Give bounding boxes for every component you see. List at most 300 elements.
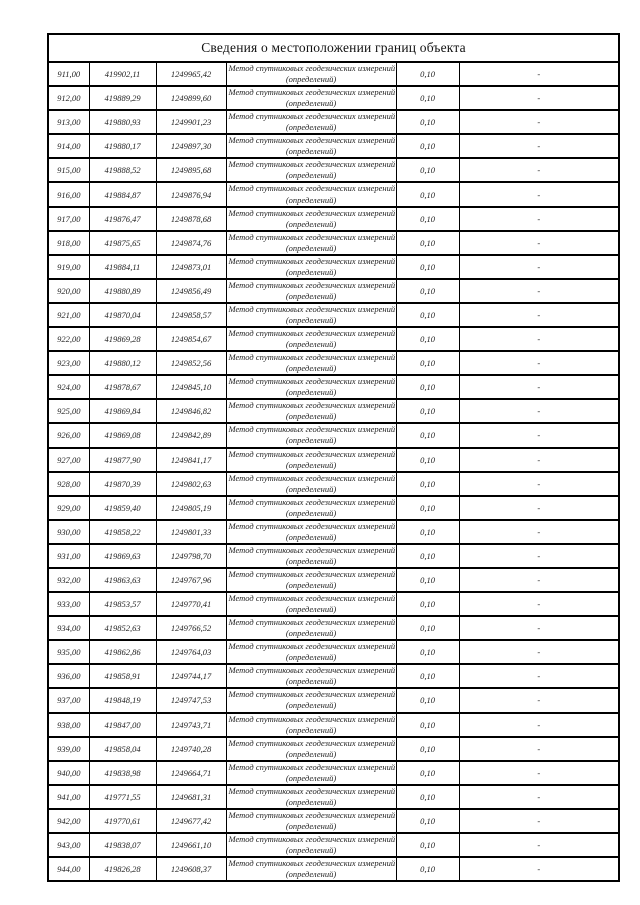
point-number-cell: 928,00: [48, 472, 89, 496]
note-cell: -: [459, 255, 619, 279]
method-text-line2: (определений): [285, 748, 337, 759]
point-number-cell: 921,00: [48, 303, 89, 327]
method-text-line1: Метод спутниковых геодезических измерений: [228, 568, 396, 579]
table-row: [48, 472, 619, 496]
table-row: [48, 688, 619, 712]
method-cell: [226, 809, 396, 833]
method-cell: [226, 62, 396, 86]
method-text-line1: Метод спутниковых геодезических измерений: [228, 159, 396, 170]
method-cell: [226, 231, 396, 255]
coord-y-cell: 1249846,82: [156, 399, 226, 423]
note-cell: -: [459, 423, 619, 447]
method-text-line2: (определений): [285, 122, 337, 133]
note-cell: -: [459, 399, 619, 423]
coord-x-cell: 419902,11: [89, 62, 156, 86]
point-number-cell: 937,00: [48, 688, 89, 712]
method-cell: [226, 279, 396, 303]
point-number-cell: 923,00: [48, 351, 89, 375]
accuracy-cell: 0,10: [396, 785, 459, 809]
table-row: [48, 207, 619, 231]
note-cell: -: [459, 833, 619, 857]
point-number-cell: 943,00: [48, 833, 89, 857]
coord-x-cell: 419863,63: [89, 568, 156, 592]
table-row: [48, 857, 619, 881]
point-number-cell: 927,00: [48, 448, 89, 472]
point-number-cell: 917,00: [48, 207, 89, 231]
accuracy-cell: 0,10: [396, 327, 459, 351]
accuracy-cell: 0,10: [396, 110, 459, 134]
coord-y-cell: 1249858,57: [156, 303, 226, 327]
table-row: [48, 616, 619, 640]
table-row: [48, 592, 619, 616]
method-text-line1: Метод спутниковых геодезических измерений: [228, 472, 396, 483]
coord-x-cell: 419852,63: [89, 616, 156, 640]
method-text-line1: Метод спутниковых геодезических измерений: [228, 87, 396, 98]
coord-y-cell: 1249895,68: [156, 158, 226, 182]
table-row: [48, 640, 619, 664]
coord-y-cell: 1249876,94: [156, 182, 226, 206]
coord-x-cell: 419880,93: [89, 110, 156, 134]
accuracy-cell: 0,10: [396, 351, 459, 375]
method-text-line2: (определений): [285, 555, 337, 566]
method-text-line1: Метод спутниковых геодезических измерений: [228, 809, 396, 820]
accuracy-cell: 0,10: [396, 737, 459, 761]
note-cell: -: [459, 640, 619, 664]
table-row: [48, 833, 619, 857]
method-text-line1: Метод спутниковых геодезических измерений: [228, 834, 396, 844]
method-text-line2: (определений): [285, 459, 337, 470]
method-text-line1: Метод спутниковых геодезических измерений: [228, 255, 396, 266]
note-cell: -: [459, 110, 619, 134]
table-title: Сведения о местоположении границ объекта: [48, 34, 619, 62]
method-cell: [226, 255, 396, 279]
note-cell: -: [459, 279, 619, 303]
coord-y-cell: 1249767,96: [156, 568, 226, 592]
method-text-line2: (определений): [285, 580, 337, 591]
note-cell: -: [459, 134, 619, 158]
accuracy-cell: 0,10: [396, 255, 459, 279]
coord-x-cell: 419847,00: [89, 713, 156, 737]
coord-y-cell: 1249661,10: [156, 833, 226, 857]
coord-x-cell: 419858,22: [89, 520, 156, 544]
table-row: [48, 351, 619, 375]
method-text-line1: Метод спутниковых геодезических измерений: [228, 400, 396, 411]
coord-y-cell: 1249744,17: [156, 664, 226, 688]
method-text-line1: Метод спутниковых геодезических измерений: [228, 785, 396, 796]
method-cell: [226, 303, 396, 327]
method-text-line2: (определений): [285, 339, 337, 350]
accuracy-cell: 0,10: [396, 303, 459, 327]
method-text-line1: Метод спутниковых геодезических измерений: [228, 376, 396, 387]
coord-x-cell: 419770,61: [89, 809, 156, 833]
coord-y-cell: 1249740,28: [156, 737, 226, 761]
method-text-line2: (определений): [285, 483, 337, 494]
accuracy-cell: 0,10: [396, 568, 459, 592]
method-text-line2: (определений): [285, 676, 337, 687]
table-row: [48, 86, 619, 110]
coord-x-cell: 419880,17: [89, 134, 156, 158]
point-number-cell: 915,00: [48, 158, 89, 182]
coord-x-cell: 419848,19: [89, 688, 156, 712]
accuracy-cell: 0,10: [396, 62, 459, 86]
coord-x-cell: 419869,84: [89, 399, 156, 423]
coord-x-cell: 419869,08: [89, 423, 156, 447]
note-cell: -: [459, 351, 619, 375]
coord-y-cell: 1249874,76: [156, 231, 226, 255]
table-row: [48, 182, 619, 206]
coord-x-cell: 419884,87: [89, 182, 156, 206]
note-cell: -: [459, 857, 619, 881]
note-cell: -: [459, 616, 619, 640]
method-cell: [226, 785, 396, 809]
coord-y-cell: 1249743,71: [156, 713, 226, 737]
method-text-line2: (определений): [285, 98, 337, 109]
coord-y-cell: 1249852,56: [156, 351, 226, 375]
coord-x-cell: 419878,67: [89, 375, 156, 399]
method-text-line1: Метод спутниковых геодезических измерений: [228, 448, 396, 459]
note-cell: -: [459, 785, 619, 809]
point-number-cell: 912,00: [48, 86, 89, 110]
method-text-line2: (определений): [285, 194, 337, 205]
method-text-line1: Метод спутниковых геодезических измерений: [228, 689, 396, 700]
method-text-line1: Метод спутниковых геодезических измерений: [228, 544, 396, 555]
note-cell: -: [459, 496, 619, 520]
coord-x-cell: 419838,07: [89, 833, 156, 857]
note-cell: -: [459, 713, 619, 737]
method-cell: [226, 616, 396, 640]
table-row: [48, 737, 619, 761]
method-cell: [226, 688, 396, 712]
coord-x-cell: 419875,65: [89, 231, 156, 255]
table-row: [48, 544, 619, 568]
coord-x-cell: 419880,12: [89, 351, 156, 375]
table-body: [48, 62, 619, 881]
method-text-line2: (определений): [285, 820, 337, 831]
accuracy-cell: 0,10: [396, 857, 459, 881]
method-text-line2: (определений): [285, 507, 337, 518]
point-number-cell: 924,00: [48, 375, 89, 399]
method-cell: [226, 713, 396, 737]
coord-y-cell: 1249798,70: [156, 544, 226, 568]
coord-y-cell: 1249897,30: [156, 134, 226, 158]
accuracy-cell: 0,10: [396, 640, 459, 664]
accuracy-cell: 0,10: [396, 158, 459, 182]
note-cell: -: [459, 158, 619, 182]
accuracy-cell: 0,10: [396, 761, 459, 785]
method-text-line2: (определений): [285, 845, 337, 856]
method-text-line2: (определений): [285, 387, 337, 398]
table-row: [48, 303, 619, 327]
table-row: [48, 279, 619, 303]
point-number-cell: 936,00: [48, 664, 89, 688]
coord-x-cell: 419859,40: [89, 496, 156, 520]
coord-x-cell: 419880,89: [89, 279, 156, 303]
method-cell: [226, 207, 396, 231]
method-text-line1: Метод спутниковых геодезических измерений: [228, 713, 396, 724]
coord-x-cell: 419877,90: [89, 448, 156, 472]
coord-x-cell: 419862,86: [89, 640, 156, 664]
method-text-line1: Метод спутниковых геодезических измерений: [228, 328, 396, 339]
method-text-line2: (определений): [285, 314, 337, 325]
method-text-line2: (определений): [285, 170, 337, 181]
table-row: [48, 713, 619, 737]
accuracy-cell: 0,10: [396, 423, 459, 447]
method-cell: [226, 86, 396, 110]
method-cell: [226, 375, 396, 399]
method-text-line1: Метод спутниковых геодезических измерений: [228, 737, 396, 748]
table-row: [48, 664, 619, 688]
coord-x-cell: 419826,28: [89, 857, 156, 881]
coord-y-cell: 1249681,31: [156, 785, 226, 809]
coord-x-cell: 419858,91: [89, 664, 156, 688]
table-row: [48, 520, 619, 544]
method-text-line1: Метод спутниковых геодезических измерений: [228, 303, 396, 314]
coord-y-cell: 1249873,01: [156, 255, 226, 279]
method-text-line2: (определений): [285, 724, 337, 735]
table-row: [48, 327, 619, 351]
method-cell: [226, 496, 396, 520]
point-number-cell: 930,00: [48, 520, 89, 544]
method-cell: [226, 158, 396, 182]
method-text-line2: (определений): [285, 266, 337, 277]
coord-y-cell: 1249766,52: [156, 616, 226, 640]
method-text-line2: (определений): [285, 146, 337, 157]
coord-y-cell: 1249801,33: [156, 520, 226, 544]
point-number-cell: 920,00: [48, 279, 89, 303]
method-text-line2: (определений): [285, 628, 337, 639]
point-number-cell: 940,00: [48, 761, 89, 785]
accuracy-cell: 0,10: [396, 448, 459, 472]
method-text-line1: Метод спутниковых геодезических измерений: [228, 424, 396, 435]
coord-x-cell: 419870,39: [89, 472, 156, 496]
method-text-line2: (определений): [285, 700, 337, 711]
table-row: [48, 231, 619, 255]
method-cell: [226, 182, 396, 206]
coord-y-cell: 1249878,68: [156, 207, 226, 231]
method-text-line2: (определений): [285, 363, 337, 374]
method-cell: [226, 833, 396, 857]
table-row: [48, 785, 619, 809]
method-text-line1: Метод спутниковых геодезических измерений: [228, 231, 396, 242]
coord-y-cell: 1249677,42: [156, 809, 226, 833]
coord-y-cell: 1249764,03: [156, 640, 226, 664]
accuracy-cell: 0,10: [396, 134, 459, 158]
table-row: [48, 496, 619, 520]
coord-x-cell: 419858,04: [89, 737, 156, 761]
point-number-cell: 913,00: [48, 110, 89, 134]
coord-y-cell: 1249845,10: [156, 375, 226, 399]
note-cell: -: [459, 592, 619, 616]
accuracy-cell: 0,10: [396, 375, 459, 399]
table-row: [48, 568, 619, 592]
table-row: [48, 448, 619, 472]
point-number-cell: 911,00: [48, 62, 89, 86]
method-text-line2: (определений): [285, 604, 337, 615]
point-number-cell: 926,00: [48, 423, 89, 447]
coord-y-cell: 1249770,41: [156, 592, 226, 616]
method-text-line1: Метод спутниковых геодезических измерений: [228, 111, 396, 122]
accuracy-cell: 0,10: [396, 616, 459, 640]
accuracy-cell: 0,10: [396, 182, 459, 206]
method-text-line2: (определений): [285, 290, 337, 301]
table-row: [48, 399, 619, 423]
coord-x-cell: 419771,55: [89, 785, 156, 809]
note-cell: -: [459, 182, 619, 206]
note-cell: -: [459, 544, 619, 568]
method-cell: [226, 592, 396, 616]
method-text-line1: Метод спутниковых геодезических измерений: [228, 520, 396, 531]
point-number-cell: 925,00: [48, 399, 89, 423]
method-cell: [226, 134, 396, 158]
point-number-cell: 932,00: [48, 568, 89, 592]
point-number-cell: 939,00: [48, 737, 89, 761]
method-text-line1: Метод спутниковых геодезических измерений: [228, 858, 396, 869]
coord-y-cell: 1249747,53: [156, 688, 226, 712]
accuracy-cell: 0,10: [396, 279, 459, 303]
note-cell: -: [459, 207, 619, 231]
note-cell: -: [459, 375, 619, 399]
method-cell: [226, 737, 396, 761]
method-text-line2: (определений): [285, 531, 337, 542]
method-text-line1: Метод спутниковых геодезических измерений: [228, 279, 396, 290]
point-number-cell: 914,00: [48, 134, 89, 158]
note-cell: -: [459, 520, 619, 544]
table-row: [48, 110, 619, 134]
method-cell: [226, 327, 396, 351]
method-cell: [226, 544, 396, 568]
table-row: [48, 375, 619, 399]
method-text-line2: (определений): [285, 772, 337, 783]
point-number-cell: 919,00: [48, 255, 89, 279]
note-cell: -: [459, 327, 619, 351]
point-number-cell: 941,00: [48, 785, 89, 809]
accuracy-cell: 0,10: [396, 520, 459, 544]
method-text-line1: Метод спутниковых геодезических измерений: [228, 352, 396, 363]
method-cell: [226, 448, 396, 472]
coord-x-cell: 419869,63: [89, 544, 156, 568]
coord-x-cell: 419853,57: [89, 592, 156, 616]
accuracy-cell: 0,10: [396, 833, 459, 857]
table-row: [48, 134, 619, 158]
method-cell: [226, 351, 396, 375]
coord-y-cell: 1249854,67: [156, 327, 226, 351]
coord-y-cell: 1249664,71: [156, 761, 226, 785]
method-cell: [226, 399, 396, 423]
coord-x-cell: 419876,47: [89, 207, 156, 231]
method-text-line1: Метод спутниковых геодезических измерений: [228, 183, 396, 194]
point-number-cell: 916,00: [48, 182, 89, 206]
note-cell: -: [459, 761, 619, 785]
note-cell: -: [459, 472, 619, 496]
accuracy-cell: 0,10: [396, 399, 459, 423]
method-cell: [226, 857, 396, 881]
method-cell: [226, 568, 396, 592]
method-text-line2: (определений): [285, 242, 337, 253]
table-row: [48, 761, 619, 785]
method-text-line1: Метод спутниковых геодезических измерений: [228, 593, 396, 604]
accuracy-cell: 0,10: [396, 688, 459, 712]
note-cell: -: [459, 568, 619, 592]
coord-y-cell: 1249901,23: [156, 110, 226, 134]
method-text-line1: Метод спутниковых геодезических измерений: [228, 641, 396, 652]
method-cell: [226, 472, 396, 496]
coord-x-cell: 419889,29: [89, 86, 156, 110]
point-number-cell: 922,00: [48, 327, 89, 351]
accuracy-cell: 0,10: [396, 809, 459, 833]
method-cell: [226, 664, 396, 688]
accuracy-cell: 0,10: [396, 713, 459, 737]
title-row: [48, 34, 619, 62]
note-cell: -: [459, 448, 619, 472]
method-text-line2: (определений): [285, 74, 337, 85]
accuracy-cell: 0,10: [396, 496, 459, 520]
table-row: [48, 62, 619, 86]
note-cell: -: [459, 303, 619, 327]
note-cell: -: [459, 664, 619, 688]
table-row: [48, 809, 619, 833]
method-text-line2: (определений): [285, 869, 337, 880]
note-cell: -: [459, 688, 619, 712]
method-text-line1: Метод спутниковых геодезических измерений: [228, 63, 396, 73]
note-cell: -: [459, 62, 619, 86]
table-row: [48, 158, 619, 182]
method-text-line1: Метод спутниковых геодезических измерений: [228, 207, 396, 218]
coord-y-cell: 1249842,89: [156, 423, 226, 447]
method-text-line1: Метод спутниковых геодезических измерений: [228, 761, 396, 772]
point-number-cell: 944,00: [48, 857, 89, 881]
table-header: [48, 34, 619, 62]
method-text-line1: Метод спутниковых геодезических измерений: [228, 665, 396, 676]
point-number-cell: 929,00: [48, 496, 89, 520]
coord-x-cell: 419888,52: [89, 158, 156, 182]
accuracy-cell: 0,10: [396, 207, 459, 231]
coord-x-cell: 419838,98: [89, 761, 156, 785]
point-number-cell: 918,00: [48, 231, 89, 255]
method-text-line2: (определений): [285, 652, 337, 663]
point-number-cell: 942,00: [48, 809, 89, 833]
method-text-line2: (определений): [285, 796, 337, 807]
method-text-line1: Метод спутниковых геодезических измерений: [228, 617, 396, 628]
point-number-cell: 938,00: [48, 713, 89, 737]
coord-y-cell: 1249805,19: [156, 496, 226, 520]
accuracy-cell: 0,10: [396, 472, 459, 496]
method-cell: [226, 520, 396, 544]
coord-y-cell: 1249899,60: [156, 86, 226, 110]
note-cell: -: [459, 86, 619, 110]
method-text-line1: Метод спутниковых геодезических измерений: [228, 135, 396, 146]
coord-x-cell: 419870,04: [89, 303, 156, 327]
coord-y-cell: 1249965,42: [156, 62, 226, 86]
method-cell: [226, 423, 396, 447]
method-text-line1: Метод спутниковых геодезических измерений: [228, 496, 396, 507]
table-row: [48, 255, 619, 279]
method-cell: [226, 761, 396, 785]
accuracy-cell: 0,10: [396, 664, 459, 688]
coord-y-cell: 1249841,17: [156, 448, 226, 472]
accuracy-cell: 0,10: [396, 544, 459, 568]
coord-x-cell: 419884,11: [89, 255, 156, 279]
point-number-cell: 935,00: [48, 640, 89, 664]
coord-y-cell: 1249608,37: [156, 857, 226, 881]
point-number-cell: 931,00: [48, 544, 89, 568]
method-text-line2: (определений): [285, 435, 337, 446]
coord-y-cell: 1249802,63: [156, 472, 226, 496]
note-cell: -: [459, 231, 619, 255]
accuracy-cell: 0,10: [396, 86, 459, 110]
method-text-line2: (определений): [285, 411, 337, 422]
method-cell: [226, 640, 396, 664]
coord-y-cell: 1249856,49: [156, 279, 226, 303]
